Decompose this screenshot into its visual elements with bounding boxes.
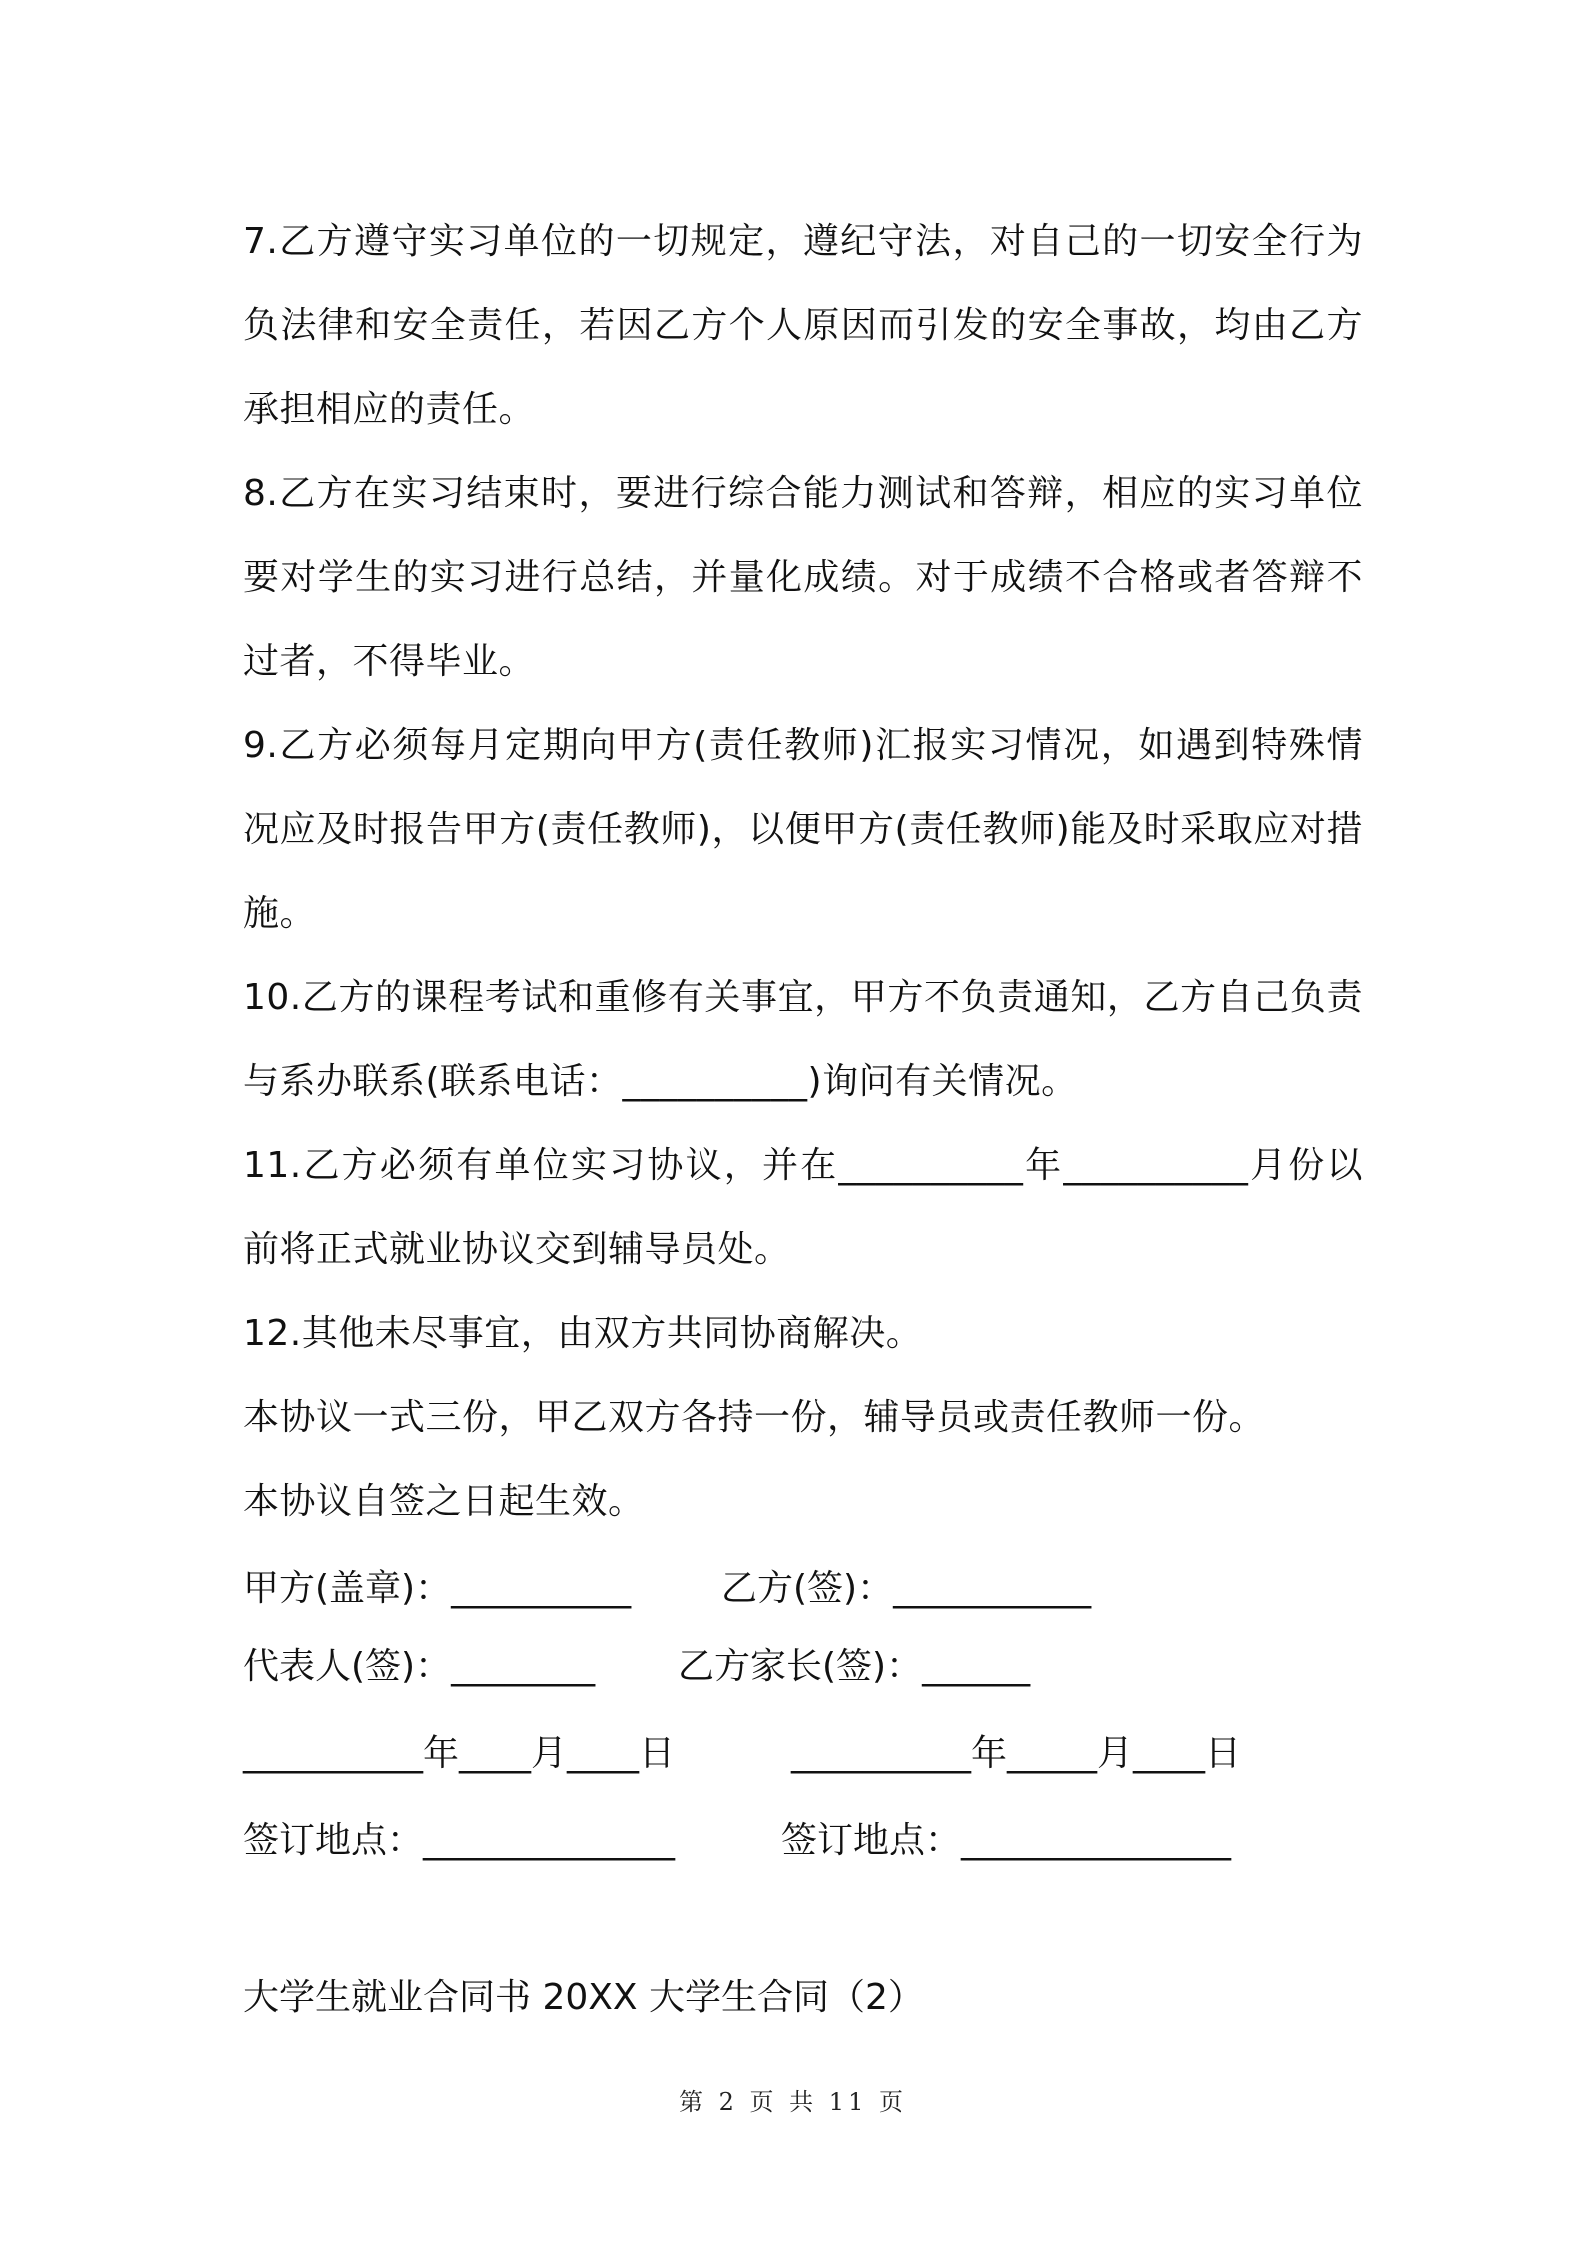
- clause-9: 9.乙方必须每月定期向甲方(责任教师)汇报实习情况，如遇到特殊情况应及时报告甲方(责任教师)，以便甲方(责任教师)能及时采取应对措施。: [243, 725, 1363, 934]
- signature-row-1: [243, 1550, 1363, 1628]
- parent-signature: 乙方家长(签)：______: [678, 1646, 1031, 1687]
- party-a-seal: 甲方(盖章)：__________: [243, 1568, 632, 1609]
- signature-block: [243, 1550, 1363, 1886]
- section-gap: [243, 1886, 1363, 1956]
- signature-row-2: [243, 1628, 1363, 1706]
- clause-7: 7.乙方遵守实习单位的一切规定，遵纪守法，对自己的一切安全行为负法律和安全责任，若因乙方个人原因而引发的安全事故，均由乙方承担相应的责任。: [243, 221, 1363, 430]
- copies-statement: 本协议一式三份，甲乙双方各持一份，辅导员或责任教师一份。: [243, 1397, 1266, 1438]
- party-a-date: __________年____月____日: [243, 1733, 675, 1774]
- clause-12: 12.其他未尽事宜，由双方共同协商解决。: [243, 1313, 923, 1354]
- representative-signature: 代表人(签)：________: [243, 1646, 596, 1687]
- signature-row-3: [243, 1712, 1363, 1796]
- document-body: [243, 200, 1363, 2040]
- party-a-location: 签订地点：______________: [243, 1820, 676, 1861]
- party-b-location: 签订地点：_______________: [781, 1820, 1232, 1861]
- page-footer: 第 2 页 共 11 页: [679, 2088, 907, 2116]
- party-b-date: __________年_____月____日: [791, 1733, 1241, 1774]
- signature-row-4: [243, 1796, 1363, 1886]
- clause-11: 11.乙方必须有单位实习协议，并在__________年__________月份以前将正式就业协议交到辅导员处。: [243, 1145, 1363, 1270]
- effective-statement: 本协议自签之日起生效。: [243, 1481, 645, 1522]
- next-section-title: 大学生就业合同书 20XX 大学生合同（2）: [243, 1977, 924, 2018]
- party-b-signature: 乙方(签)：___________: [721, 1568, 1092, 1609]
- clause-10: 10.乙方的课程考试和重修有关事宜，甲方不负责通知，乙方自己负责与系办联系(联系电话：__________)询问有关情况。: [243, 977, 1363, 1102]
- clause-8: 8.乙方在实习结束时，要进行综合能力测试和答辩，相应的实习单位要对学生的实习进行总结，并量化成绩。对于成绩不合格或者答辩不过者，不得毕业。: [243, 473, 1363, 682]
